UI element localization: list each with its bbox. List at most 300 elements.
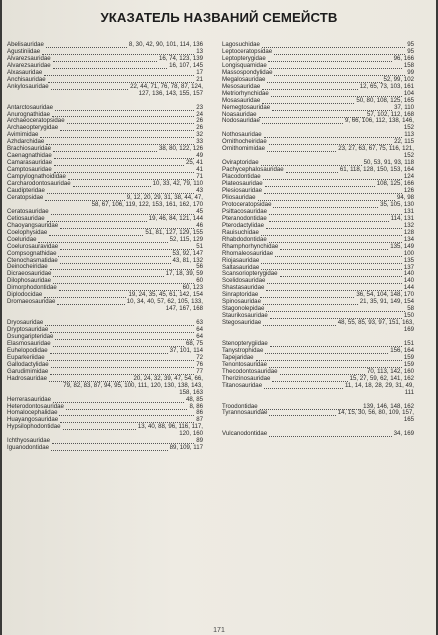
page-references: 159 (403, 360, 414, 368)
family-name: Cetiosauridae (7, 214, 45, 222)
dot-leader (262, 99, 354, 104)
page-references: 139, 146, 148, 162 (363, 402, 414, 410)
page-references: 131 (403, 207, 414, 215)
dot-leader (59, 411, 194, 416)
dot-leader (261, 265, 402, 270)
page-references: 15, 27, 59, 62, 141, 162 (349, 374, 414, 382)
dot-leader (57, 300, 124, 305)
dot-leader (272, 377, 347, 382)
page-references: 17 (196, 68, 203, 76)
dot-leader (264, 189, 402, 194)
index-entry (222, 383, 414, 390)
dot-leader (267, 78, 381, 83)
dot-leader (55, 106, 194, 111)
family-name: Scansoriopterygidae (222, 270, 278, 278)
page-references: 43, 81, 132 (172, 256, 203, 264)
page-references: 10, 34, 40, 57, 62, 105, 133, (126, 298, 203, 306)
family-name: Archaeopterygidae (7, 124, 59, 132)
family-name: Coelophysidae (7, 228, 48, 236)
page-references-continued: 147, 167, 168 (165, 305, 203, 313)
page-references: 137 (403, 263, 414, 271)
dot-leader (50, 370, 194, 375)
dot-leader (266, 307, 405, 312)
dot-leader (51, 446, 168, 451)
family-name: Archaeoceratopsidae (7, 117, 65, 125)
family-name: Caenagnathidae (7, 152, 52, 160)
page-references: 58 (407, 305, 414, 313)
dot-leader (53, 57, 157, 62)
family-name: Caudipteridae (7, 187, 45, 194)
dot-leader (73, 182, 151, 187)
dot-leader (53, 279, 194, 284)
page-references: 89, 109, 117 (169, 444, 203, 452)
dot-leader (271, 92, 402, 97)
page-references: 49 (196, 152, 203, 160)
family-name: Rhabdodontidae (222, 235, 267, 243)
family-name: Iguanodontidae (7, 444, 50, 452)
page-references: 23, 27, 63, 67, 75, 116, 121, (338, 145, 414, 153)
page-references: 10, 33, 42, 79, 110 (152, 180, 203, 188)
dot-leader (45, 321, 194, 326)
page-references: 63 (196, 319, 203, 327)
family-name: Agustiniidae (7, 47, 41, 55)
dot-leader (269, 238, 402, 243)
page-references: 144 (403, 284, 414, 292)
page-references: 43 (196, 187, 203, 194)
page-references-continued: 165 (403, 416, 414, 424)
page-references: 95 (407, 47, 414, 55)
family-name: Longisquamidae (222, 61, 267, 69)
family-name: Noasauridae (222, 110, 257, 118)
page-references: 151 (403, 339, 414, 347)
page-references: 76 (196, 360, 203, 368)
page-references: 77 (196, 367, 203, 375)
page-references-continued: 58, 67, 106, 119, 122, 153, 161, 162, 170 (91, 200, 203, 208)
dot-leader (44, 293, 126, 298)
page-references: 9, 12, 20, 29, 31, 38, 44, 47, (126, 193, 203, 201)
family-name: Pteranodontidae (222, 214, 267, 222)
page-number: 171 (213, 627, 225, 634)
dot-leader (63, 425, 136, 430)
family-name: Compsognathidae (7, 249, 57, 257)
dot-leader (265, 349, 388, 354)
dot-leader (286, 168, 338, 173)
page-references: 16, 74, 123, 139 (158, 54, 203, 62)
page-references: 135, 149 (390, 242, 414, 250)
page-references: 14, 15, 30, 56, 80, 109, 157, (337, 409, 414, 417)
family-name: Huayangosauridae (7, 416, 59, 424)
page-references: 87 (196, 416, 203, 424)
dot-leader (269, 432, 391, 437)
page-references: 51, 81, 127, 129, 155 (145, 228, 203, 236)
family-name: Herrerasauridae (7, 395, 52, 403)
dot-leader (275, 252, 402, 257)
page-references: 21, 35, 91, 149, 154 (359, 298, 414, 306)
page-references-continued: 127, 136, 143, 155, 157 (138, 89, 203, 97)
dot-leader (49, 231, 143, 236)
page-references: 96, 166 (393, 54, 414, 62)
page-references: 140 (403, 277, 414, 285)
index-entry (7, 445, 203, 452)
page-references: 128 (403, 228, 414, 236)
dot-leader (274, 50, 405, 55)
page-references: 132 (403, 221, 414, 229)
page-references: 99 (407, 68, 414, 76)
page-references: 113 (404, 131, 414, 139)
dot-leader (53, 272, 163, 277)
dot-leader (60, 245, 194, 250)
page-references: 140 (403, 270, 414, 278)
dot-leader (262, 43, 405, 48)
dot-leader (52, 112, 194, 117)
dot-leader (66, 405, 188, 410)
dot-leader (267, 279, 401, 284)
family-name: Massospondylidae (222, 68, 273, 76)
family-name: Camptosauridae (7, 166, 52, 174)
family-name: Spinosauridae (222, 298, 261, 306)
page-references: 21 (196, 75, 203, 83)
family-name: Pachycephalosauridae (222, 166, 284, 174)
dot-leader (261, 259, 402, 264)
family-name: Deinocheiridae (7, 263, 48, 271)
dot-leader (262, 119, 343, 124)
page-references: 71 (196, 173, 203, 181)
page-references: 34, 169 (393, 430, 414, 438)
dot-leader (280, 245, 388, 250)
index-entry (7, 424, 203, 431)
family-name: Titanosauridae (222, 381, 263, 389)
family-name: Tyrannosauridae (222, 409, 268, 417)
dot-leader (266, 224, 402, 229)
dot-leader (50, 328, 194, 333)
family-name: Diplodocidae (7, 291, 43, 299)
dot-leader (269, 411, 335, 416)
family-name: Stagonolepidae (222, 305, 265, 313)
page-references: 114, 131 (390, 214, 414, 222)
page-references: 94, 98 (397, 193, 414, 201)
family-name: Hypsilophodontidae (7, 423, 61, 431)
page-references: 135 (403, 256, 414, 264)
page-references: 64 (196, 326, 203, 334)
page-references: 61, 118, 128, 150, 153, 164 (339, 166, 414, 174)
family-name: Shastasauridae (222, 284, 265, 292)
page-references: 64 (196, 333, 203, 340)
family-name: Dryptosauridae (7, 326, 49, 334)
family-name: Euparkeriidae (7, 353, 45, 361)
family-name: Ichthyosauridae (7, 437, 51, 445)
page-references: 48, 85 (186, 395, 203, 403)
dot-leader (261, 231, 402, 236)
page-references: 158 (403, 61, 414, 69)
dot-leader (258, 196, 396, 201)
family-name: Dryosauridae (7, 319, 44, 327)
page-references: 159 (403, 353, 414, 361)
page-references: 53, 92, 147 (172, 249, 203, 257)
family-name: Campylognathoididae (7, 173, 66, 181)
dot-leader (270, 342, 402, 347)
family-name: Ornithocheiridae (222, 138, 267, 146)
dot-leader (265, 182, 375, 187)
dot-leader (53, 147, 157, 152)
family-name: Staurikosauridae (222, 312, 268, 320)
dot-leader (263, 321, 335, 326)
dot-leader (269, 64, 402, 69)
page-references: 57, 102, 112, 168 (367, 110, 414, 118)
family-name: Protoceratopsidae (222, 200, 272, 208)
dot-leader (49, 377, 132, 382)
dot-leader (280, 272, 402, 277)
family-name: Stegosauridae (222, 319, 262, 327)
family-name: Mosasauridae (222, 96, 261, 104)
family-name: Anurognathidae (7, 110, 51, 118)
family-name: Avimimidae (7, 131, 39, 139)
family-name: Pliosauridae (222, 193, 256, 201)
family-name: Rauisuchidae (222, 228, 259, 236)
family-name: Coeluridae (7, 235, 37, 243)
family-name: Therizinosauridae (222, 374, 271, 382)
dot-leader (38, 238, 167, 243)
dot-leader (54, 161, 184, 166)
dot-leader (268, 57, 392, 62)
family-name: Dromaeosauridae (7, 298, 56, 306)
index-entry (222, 118, 414, 125)
index-column-left (7, 42, 203, 452)
page-references: 17, 18, 39, 59 (165, 270, 203, 278)
family-name: Riojasauridae (222, 256, 260, 264)
dot-leader (48, 78, 195, 83)
family-name: Plateosauridae (222, 180, 263, 188)
page-references: 11, 14, 18, 28, 29, 31, 49, (344, 381, 414, 389)
family-name: Ctenochasmatidae (7, 256, 58, 264)
family-name: Antarctosauridae (7, 103, 54, 111)
page-references: 12, 65, 73, 103, 161 (359, 82, 414, 90)
dot-leader (269, 210, 402, 215)
page-references: 108, 125, 166 (376, 180, 414, 188)
family-name: Leptoceratopsidae (222, 47, 273, 55)
family-name: Ankylosauridae (7, 82, 49, 90)
page-references: 36, 54, 104, 148, 170 (356, 291, 414, 299)
index-column-right (222, 42, 414, 438)
family-name: Tanystrophidae (222, 346, 264, 354)
family-name: Garudimimidae (7, 367, 49, 375)
dot-leader (269, 217, 389, 222)
family-name: Azhdarchidae (7, 138, 45, 146)
family-name: Nothosauridae (222, 131, 262, 139)
family-name: Alvarezsauridae (7, 54, 51, 62)
family-name: Plesiosauridae (222, 187, 262, 195)
page-references: 50, 80, 108, 125, 165 (356, 96, 414, 104)
family-name: Gallodactylidae (7, 360, 49, 368)
index-entry (222, 146, 414, 153)
dot-leader (44, 71, 194, 76)
family-name: Ceratosauridae (7, 207, 49, 215)
dot-leader (53, 342, 184, 347)
family-name: Dilophosauridae (7, 277, 52, 285)
page-references: 51 (196, 242, 203, 250)
page-references: 56 (196, 263, 203, 271)
index-entry (222, 320, 414, 327)
page-references: 33 (196, 138, 203, 146)
dot-leader (262, 85, 358, 90)
family-name: Ceratopsidae (7, 193, 44, 201)
page-references: 104 (403, 89, 414, 97)
dot-leader (51, 363, 195, 368)
page-references: 100 (403, 249, 414, 257)
page-references-continued: 152 (403, 124, 414, 132)
dot-leader (272, 106, 392, 111)
dot-leader (58, 252, 170, 257)
family-name: Dimorphodontidae (7, 284, 57, 292)
page-references: 48, 55, 85, 93, 97, 151, 163, (337, 319, 414, 327)
family-name: Homalocephalidae (7, 409, 58, 417)
page-references: 19, 46, 84, 121, 144 (148, 214, 203, 222)
page-references: 86 (196, 409, 203, 417)
dot-leader (263, 300, 358, 305)
page-references: 32 (196, 131, 203, 139)
page-references: 16, 107, 145 (169, 61, 203, 69)
page-references: 8, 86 (189, 402, 203, 410)
page-references: 124 (403, 173, 414, 181)
page-references: 9, 66, 106, 112, 138, 146, (344, 117, 414, 125)
page-references: 41 (196, 166, 203, 174)
family-name: Psittacosauridae (222, 207, 268, 215)
page-references: 37, 110 (394, 103, 414, 111)
page-references: 60, 123 (182, 284, 203, 292)
family-name: Chaoyangsauridae (7, 221, 59, 229)
index-page (2, 0, 436, 635)
page-references-continued: 152 (403, 152, 414, 160)
dot-leader (47, 356, 195, 361)
page-references: 24 (196, 110, 203, 118)
page-references: 20, 24, 32, 39, 47, 54, 66, (133, 374, 203, 382)
page-references: 22, 115 (394, 138, 414, 146)
page-references: 95 (407, 41, 414, 48)
family-name: Anchisauridae (7, 75, 46, 83)
page-references-continued: 79, 82, 83, 87, 94, 95, 100, 111, 120, 130, 138, 143, (63, 381, 203, 389)
dot-leader (60, 224, 194, 229)
family-name: Sinraptoridae (222, 291, 259, 299)
page-references: 60 (196, 277, 203, 285)
family-name: Vulcanodontidae (222, 430, 268, 438)
dot-leader (264, 384, 343, 389)
dot-leader (267, 147, 336, 152)
dot-leader (47, 217, 147, 222)
page-references: 37, 101, 114 (169, 346, 203, 354)
page-references-continued: 169 (403, 326, 414, 334)
dot-leader (53, 398, 184, 403)
page-references: 26 (196, 117, 203, 125)
dot-leader (54, 154, 194, 159)
family-name: Lagosuchidae (222, 41, 260, 48)
page-references: 70, 113, 142, 160 (367, 367, 414, 375)
family-name: Dsungaripteridae (7, 333, 54, 340)
dot-leader (264, 133, 403, 138)
family-name: Rhomaleosauridae (222, 249, 274, 257)
family-name: Abelisauridae (7, 41, 44, 48)
page-references: 50, 53, 91, 93, 118 (363, 159, 414, 167)
page-references: 52, 99, 102 (383, 75, 414, 83)
index-entry (222, 410, 414, 417)
page-references: 126 (403, 187, 414, 195)
dot-leader (40, 133, 194, 138)
page-references-continued: 158, 163 (179, 388, 203, 396)
page-references: 35, 105, 130 (380, 200, 414, 208)
dot-leader (50, 349, 168, 354)
dot-leader (273, 203, 378, 208)
family-name: Thecodontosauridae (222, 367, 278, 375)
family-name: Ornithomimidae (222, 145, 266, 153)
dot-leader (256, 356, 402, 361)
family-name: Carcharodontosauridae (7, 180, 71, 188)
dot-leader (51, 85, 128, 90)
dot-leader (55, 335, 194, 340)
family-name: Camarasauridae (7, 159, 53, 167)
family-name: Brachiosauridae (7, 145, 52, 153)
page-references: 26 (196, 124, 203, 132)
page-references: 45 (196, 207, 203, 215)
page-references: 38, 80, 122, 126 (158, 145, 203, 153)
family-name: Nemegtosauridae (222, 103, 271, 111)
family-name: Leptopterygidae (222, 54, 266, 62)
family-name: Mesosauridae (222, 82, 261, 90)
family-name: Megalosauridae (222, 75, 266, 83)
family-name: Tapejaridae (222, 353, 254, 361)
page-references: 13 (196, 47, 203, 55)
family-name: Alxasauridae (7, 68, 43, 76)
page-references: 156, 164 (390, 346, 414, 354)
page-references: 22, 44, 71, 76, 78, 87, 124, (130, 82, 203, 90)
page-references: 23 (196, 103, 203, 111)
dot-leader (60, 126, 194, 131)
family-name: Coelurosauravidae (7, 242, 59, 250)
page-references: 134 (403, 235, 414, 243)
dot-leader (280, 370, 365, 375)
family-name: Nodosauridae (222, 117, 260, 125)
dot-leader (46, 43, 127, 48)
family-name: Dicraeosauridae (7, 270, 52, 278)
page-references: 8, 30, 42, 90, 101, 114, 136 (128, 41, 203, 48)
page-references: 68, 75 (186, 339, 203, 347)
page-references: 25, 41 (186, 159, 203, 167)
page-references: 150 (403, 312, 414, 320)
page-references: 72 (196, 353, 203, 361)
family-name: Stenopterygiidae (222, 339, 268, 347)
page-references: 46 (196, 221, 203, 229)
family-name: Metriorhynchidae (222, 89, 269, 97)
family-name: Saltasauridae (222, 263, 260, 271)
dot-leader (60, 259, 171, 264)
family-name: Elasmosauridae (7, 339, 51, 347)
dot-leader (67, 119, 195, 124)
family-name: Troodontidae (222, 402, 258, 410)
dot-leader (54, 168, 195, 173)
page-references: 89 (196, 437, 203, 445)
page-references: 19, 24, 35, 45, 61, 142, 154 (128, 291, 203, 299)
page-references: 13, 40, 88, 96, 116, 117, (137, 423, 203, 431)
index-entry (222, 431, 414, 438)
page-references: 52, 115, 129 (169, 235, 203, 243)
family-name: Rhamphorhynchidae (222, 242, 279, 250)
family-name: Tenontosauridae (222, 360, 268, 368)
page-references-continued: 120, 160 (179, 430, 203, 438)
dot-leader (260, 293, 354, 298)
family-name: Hadrosauridae (7, 374, 47, 382)
page-title: УКАЗАТЕЛЬ НАЗВАНИЙ СЕМЕЙСТВ (100, 10, 338, 25)
family-name: Heterodontosauridae (7, 402, 64, 410)
family-name: Oviraptoridae (222, 159, 259, 167)
family-name: Alvarezsauridae (7, 61, 51, 69)
dot-leader (53, 64, 167, 69)
